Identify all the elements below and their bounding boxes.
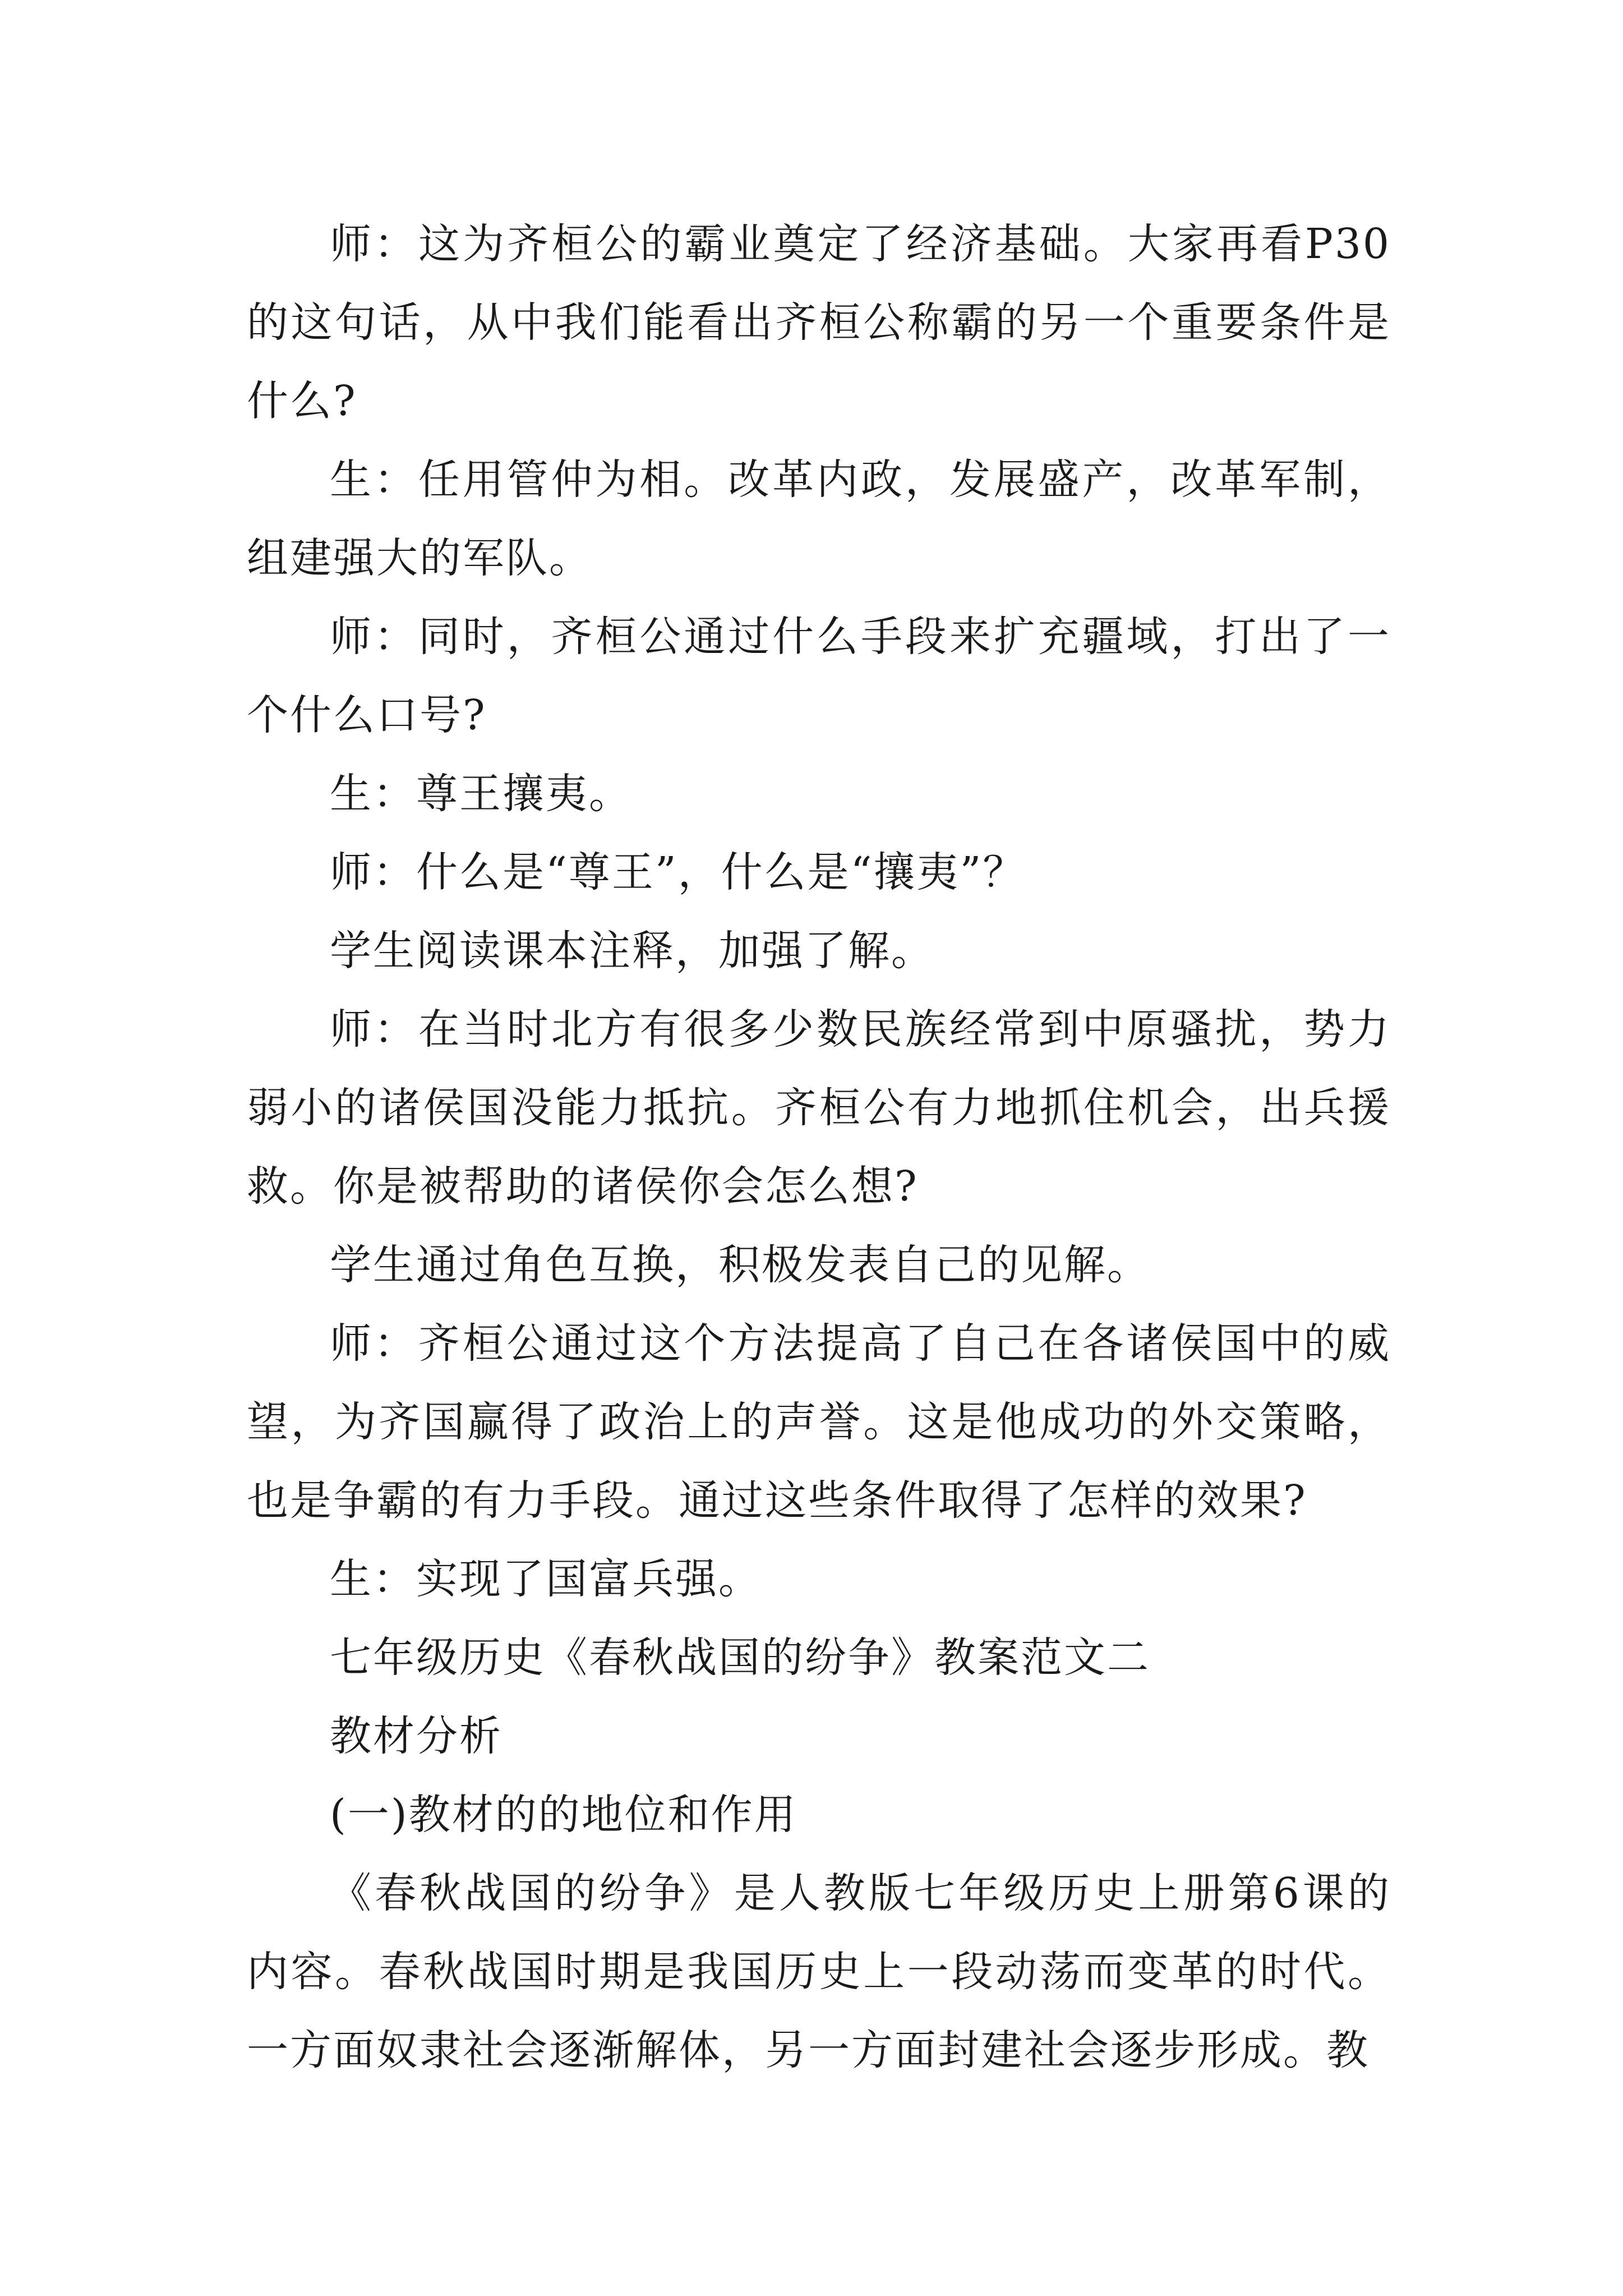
paragraph-teacher-slogan-question: 师：同时，齐桓公通过什么手段来扩充疆域，打出了一个什么口号? <box>247 613 1391 739</box>
paragraph-teacher-definition-question: 师：什么是“尊王”，什么是“攘夷”？ <box>330 848 1026 896</box>
paragraph-student-reading: 学生阅读课本注释，加强了解。 <box>330 927 934 975</box>
section-title-lesson-plan-two: 七年级历史《春秋战国的纷争》教案范文二 <box>330 1634 1150 1682</box>
paragraph-teacher-prestige: 师：齐桓公通过这个方法提高了自己在各诸侯国中的威望，为齐国赢得了政治上的声誉。这是他成功的外交策略，也是争霸的有力手段。通过这些条件取得了怎样的效果? <box>247 1319 1391 1525</box>
subheading-status-and-role: (一)教材的的地位和作用 <box>330 1791 797 1839</box>
paragraph-teacher-northern-tribes: 师：在当时北方有很多少数民族经常到中原骚扰，势力弱小的诸侯国没能力抵抗。齐桓公有力地抓住机会，出兵援救。你是被帮助的诸侯你会怎么想? <box>247 1005 1391 1211</box>
paragraph-student-guan-zhong: 生：任用管仲为相。改革内政，发展盛产，改革军制，组建强大的军队。 <box>247 455 1391 582</box>
paragraph-textbook-intro: 《春秋战国的纷争》是人教版七年级历史上册第6课的内容。春秋战国时期是我国历史上一段动荡而变革的时代。一方面奴隶社会逐渐解体，另一方面封建社会逐步形成。教 <box>247 1869 1391 2074</box>
paragraph-student-slogan: 生：尊王攘夷。 <box>330 770 632 818</box>
document-body <box>247 205 1391 2090</box>
paragraph-teacher-economic-basis: 师：这为齐桓公的霸业奠定了经济基础。大家再看P30的这句话，从中我们能看出齐桓公称霸的另一个重要条件是什么? <box>247 220 1391 425</box>
paragraph-student-result: 生：实现了国富兵强。 <box>330 1555 762 1603</box>
paragraph-student-role-play: 学生通过角色互换，积极发表自己的见解。 <box>330 1241 1150 1289</box>
heading-textbook-analysis: 教材分析 <box>330 1712 502 1760</box>
